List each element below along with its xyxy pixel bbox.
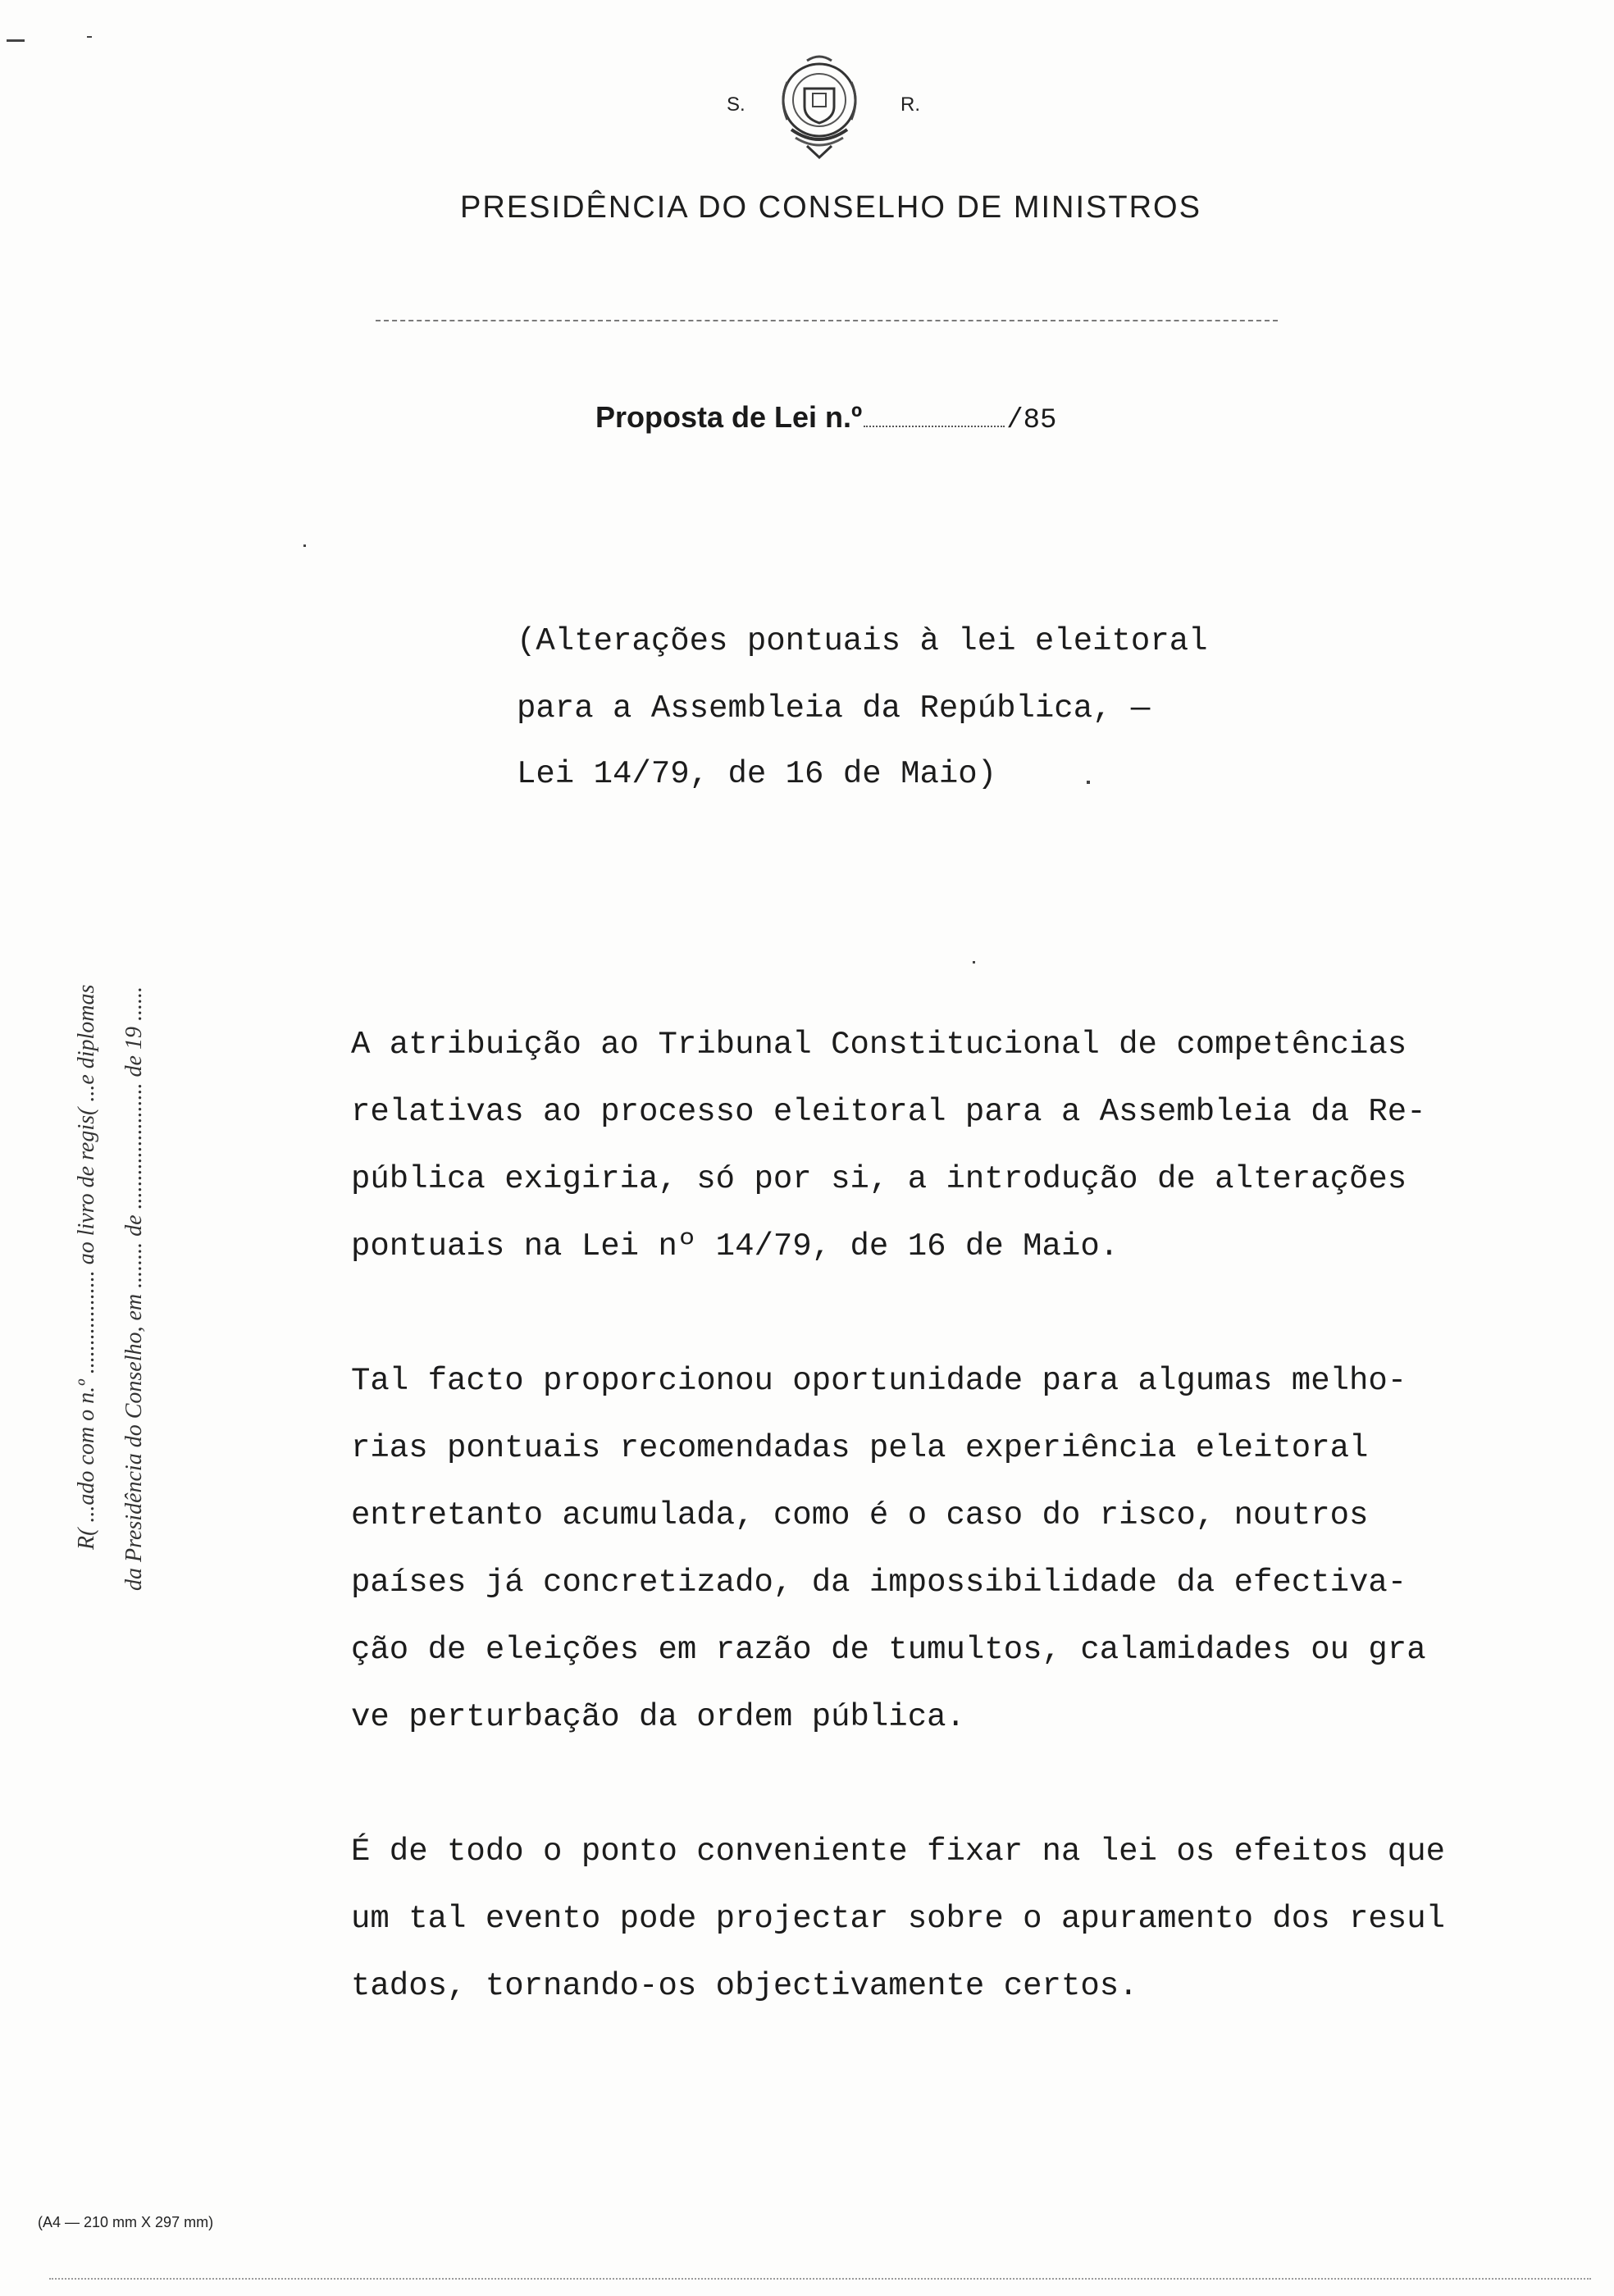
ministry-heading: PRESIDÊNCIA DO CONSELHO DE MINISTROS: [460, 190, 1201, 225]
body-text-line: países já concretizado, da impossibilidade da efectiva-: [351, 1565, 1407, 1601]
body-text-line: tados, tornando-os objectivamente certos.: [351, 1968, 1138, 2004]
body-text-line: ve perturbação da ordem pública.: [351, 1699, 965, 1735]
body-text-line: rias pontuais recomendadas pela experiência eleitoral: [351, 1430, 1369, 1466]
body-text-line: entretanto acumulada, como é o caso do risco, noutros: [351, 1497, 1369, 1533]
coat-of-arms-icon: [771, 49, 868, 164]
proposal-number-blank: [864, 426, 1005, 427]
proposal-label: Proposta de Lei n.º: [595, 400, 863, 434]
scan-mark: [1087, 781, 1090, 784]
subtitle-line: para a Assembleia da República, —: [517, 690, 1151, 727]
scan-mark: [87, 36, 92, 38]
scan-edge-noise: [49, 2278, 1591, 2280]
scan-mark: [973, 961, 975, 963]
header-divider: [376, 320, 1278, 321]
scan-mark: [7, 39, 25, 42]
margin-registration-note: da Presidência do Conselho, em ........ de ...................... de 19 ......: [121, 986, 147, 1591]
body-text-line: Tal facto proporcionou oportunidade para algumas melho-: [351, 1363, 1407, 1399]
body-text-line: ção de eleições em razão de tumultos, calamidades ou gra: [351, 1632, 1426, 1668]
body-text-line: É de todo o ponto conveniente fixar na lei os efeitos que: [351, 1834, 1446, 1870]
body-text-line: pontuais na Lei nº 14/79, de 16 de Maio.: [351, 1228, 1119, 1264]
header-letter-r: R.: [900, 93, 920, 116]
margin-registration-note: R( ...ado com o n.º .................. ao livro de regis( ...e diplomas: [74, 984, 99, 1550]
body-text-line: pública exigiria, só por si, a introdução de alterações: [351, 1161, 1407, 1197]
subtitle-line: Lei 14/79, de 16 de Maio): [517, 756, 997, 792]
paper-format-note: (A4 — 210 mm X 297 mm): [38, 2214, 214, 2230]
proposal-number-line: [595, 400, 1056, 436]
header-letter-s: S.: [727, 93, 745, 116]
body-text-line: um tal evento pode projectar sobre o apuramento dos resul: [351, 1901, 1446, 1937]
proposal-year: /85: [1006, 405, 1057, 436]
subtitle-line: (Alterações pontuais à lei eleitoral: [517, 623, 1208, 659]
scan-mark: [303, 544, 306, 547]
body-text-line: A atribuição ao Tribunal Constitucional de competências: [351, 1027, 1407, 1063]
body-text-line: relativas ao processo eleitoral para a Assembleia da Re-: [351, 1094, 1426, 1130]
